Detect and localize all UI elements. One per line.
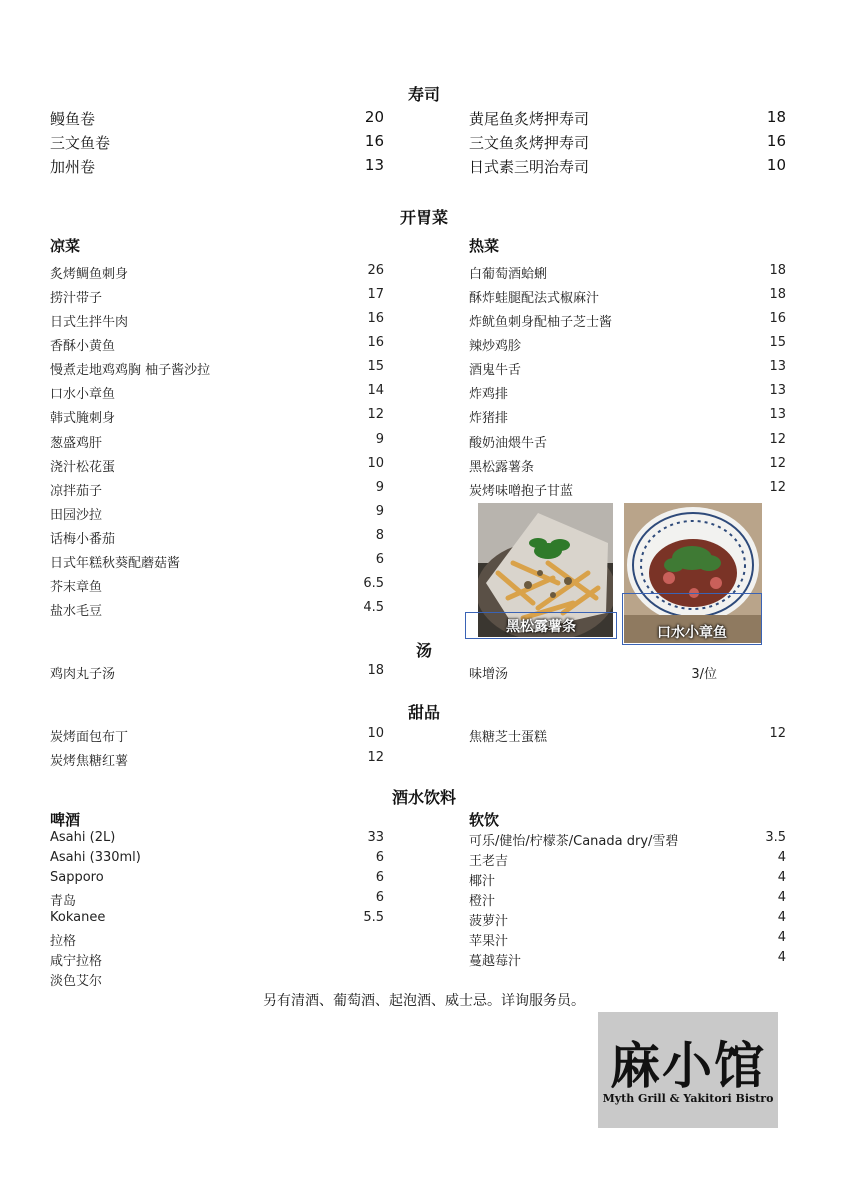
menu-item: 香酥小黄鱼 16 (50, 335, 384, 354)
menu-item: 淡色艾尔 (50, 974, 103, 989)
logo-english-name: Myth Grill & Yakitori Bistro (602, 1092, 774, 1105)
menu-item: 炸鱿鱼刺身配柚子芝士酱 16 (469, 311, 786, 330)
menu-item: 话梅小番茄 8 (50, 528, 384, 547)
menu-item: 酒鬼牛舌 13 (469, 359, 786, 378)
menu-item: Kokanee 5.5 (50, 910, 384, 925)
menu-item: 咸宁拉格 (50, 954, 103, 969)
menu-item: 芥末章鱼 6.5 (50, 576, 384, 595)
menu-item: 炙烤鲷鱼刺身 26 (50, 263, 384, 282)
menu-item: 炭烤面包布丁 10 (50, 726, 384, 745)
menu-item: 辣炒鸡胗 15 (469, 335, 786, 354)
menu-item: 蔓越莓汁 4 (469, 950, 786, 969)
menu-item: 酥炸蛙腿配法式椒麻汁 18 (469, 287, 786, 306)
menu-item: 口水小章鱼 14 (50, 383, 384, 402)
menu-item: 日式素三明治寿司 10 (469, 156, 786, 176)
menu-item: 加州卷 13 (50, 156, 384, 176)
menu-item: Asahi (330ml) 6 (50, 850, 384, 865)
soup-title: 汤 (415, 641, 432, 660)
menu-item: 椰汁 4 (469, 870, 786, 889)
menu-item: 慢煮走地鸡鸡胸 柚子酱沙拉 15 (50, 359, 384, 378)
menu-item: 凉拌茄子 9 (50, 480, 384, 499)
menu-item: 酸奶油煨牛舌 12 (469, 432, 786, 451)
menu-item: Asahi (2L) 33 (50, 830, 384, 845)
menu-item: 黄尾鱼炙烤押寿司 18 (469, 108, 786, 128)
cold-dishes-title: 凉菜 (50, 237, 81, 255)
menu-item: 拉格 (50, 934, 77, 949)
menu-item: 炸鸡排 13 (469, 383, 786, 402)
menu-item: 三文鱼卷 16 (50, 132, 384, 152)
dessert-title: 甜品 (407, 703, 440, 722)
menu-item: 橙汁 4 (469, 890, 786, 909)
menu-item: 田园沙拉 9 (50, 504, 384, 523)
drinks-title: 酒水饮料 (391, 788, 456, 807)
menu-item: 日式年糕秋葵配蘑菇酱 6 (50, 552, 384, 571)
menu-item: 白葡萄酒蛤蜊 18 (469, 263, 786, 282)
menu-item: 三文鱼炙烤押寿司 16 (469, 132, 786, 152)
menu-item: 炭烤味噌抱子甘蓝 12 (469, 480, 786, 499)
menu-item: 可乐/健怡/柠檬茶/Canada dry/雪碧 3.5 (469, 830, 786, 849)
sushi-title: 寿司 (407, 85, 440, 104)
menu-item: 日式生拌牛肉 16 (50, 311, 384, 330)
appetizers-title: 开胃菜 (399, 208, 448, 227)
logo-chinese-name: 麻小馆 (610, 1036, 766, 1095)
menu-item: 苹果汁 4 (469, 930, 786, 949)
menu-item: 盐水毛豆 4.5 (50, 600, 384, 619)
menu-item: 韩式腌刺身 12 (50, 407, 384, 426)
menu-item: 味增汤 3/位 (469, 667, 717, 682)
menu-item: 菠萝汁 4 (469, 910, 786, 929)
menu-item: 王老吉 4 (469, 850, 786, 869)
hot-dishes-title: 热菜 (469, 237, 500, 255)
soft-drinks-title: 软饮 (469, 811, 500, 829)
menu-item: 黑松露薯条 12 (469, 456, 786, 475)
spicy-octopus-caption: 口水小章鱼 (622, 593, 762, 645)
menu-item: 炸猪排 13 (469, 407, 786, 426)
menu-item: 青岛 6 (50, 890, 384, 909)
menu-item: Sapporo 6 (50, 870, 384, 885)
truffle-fries-caption: 黑松露薯条 (465, 612, 617, 639)
menu-item: 炭烤焦糖红薯 12 (50, 750, 384, 769)
menu-item: 葱盛鸡肝 9 (50, 432, 384, 451)
menu-item: 鸡肉丸子汤 18 (50, 663, 384, 682)
restaurant-logo (598, 1012, 778, 1128)
beer-title: 啤酒 (50, 811, 81, 829)
menu-item: 焦糖芝士蛋糕 12 (469, 726, 786, 745)
menu-item: 捞汁带子 17 (50, 287, 384, 306)
footer-note: 另有清酒、葡萄酒、起泡酒、威士忌。详询服务员。 (263, 993, 585, 1009)
menu-item: 浇汁松花蛋 10 (50, 456, 384, 475)
menu-item: 鳗鱼卷 20 (50, 108, 384, 128)
